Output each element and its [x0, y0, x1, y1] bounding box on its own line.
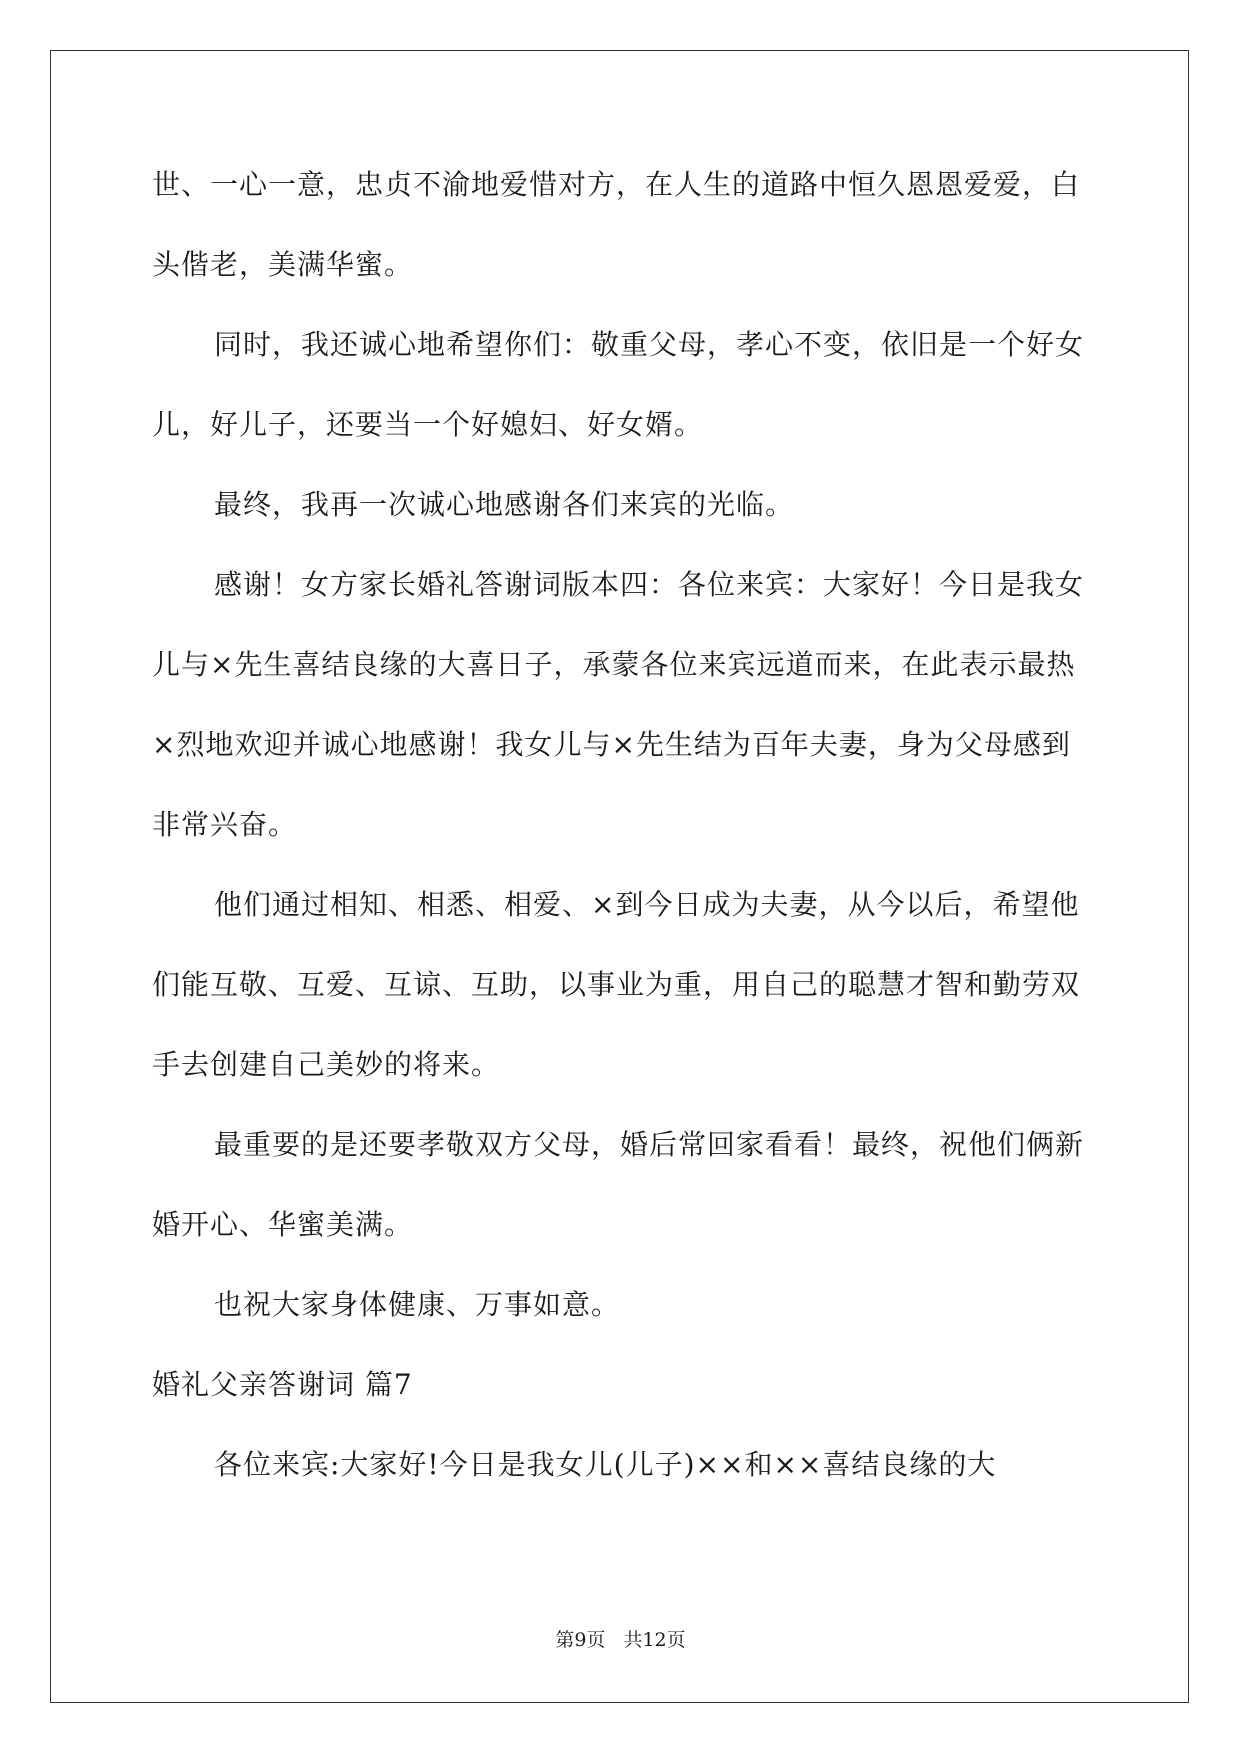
- paragraph-8: 各位来宾:大家好!今日是我女儿(儿子)××和××喜结良缘的大: [214, 1448, 997, 1481]
- paragraph-5: 他们通过相知、相悉、相爱、×到今日成为夫妻，从今以后，希望他们能互敬、互爱、互谅、互助，以事业为重，用自己的聪慧才智和勤劳双手去创建自己美妙的将来。: [152, 888, 1081, 1081]
- section-heading: 婚礼父亲答谢词 篇7: [152, 1368, 413, 1401]
- paragraph-7: 也祝大家身体健康、万事如意。: [214, 1288, 621, 1321]
- paragraph-1: 世、一心一意，忠贞不渝地爱惜对方，在人生的道路中恒久恩恩爱爱，白头偕老，美满华蜜。: [152, 168, 1081, 281]
- page-number: 第9页: [555, 1629, 606, 1651]
- paragraph-6: 最重要的是还要孝敬双方父母，婚后常回家看看！最终，祝他们俩新婚开心、华蜜美满。: [152, 1128, 1085, 1241]
- paragraph-3: 最终，我再一次诚心地感谢各们来宾的光临。: [214, 488, 795, 521]
- paragraph-4: 感谢！女方家长婚礼答谢词版本四：各位来宾：大家好！今日是我女儿与×先生喜结良缘的大喜日子，承蒙各位来宾远道而来，在此表示最热×烈地欢迎并诚心地感谢！我女儿与×先生结为百年夫妻，身为父母感到非常兴奋。: [152, 568, 1085, 841]
- document-body: [152, 145, 1092, 1505]
- page-footer: [0, 1625, 1241, 1652]
- paragraph-2: 同时，我还诚心地希望你们：敬重父母，孝心不变，依旧是一个好女儿，好儿子，还要当一个好媳妇、好女婿。: [152, 328, 1085, 441]
- total-pages: 共12页: [623, 1629, 686, 1651]
